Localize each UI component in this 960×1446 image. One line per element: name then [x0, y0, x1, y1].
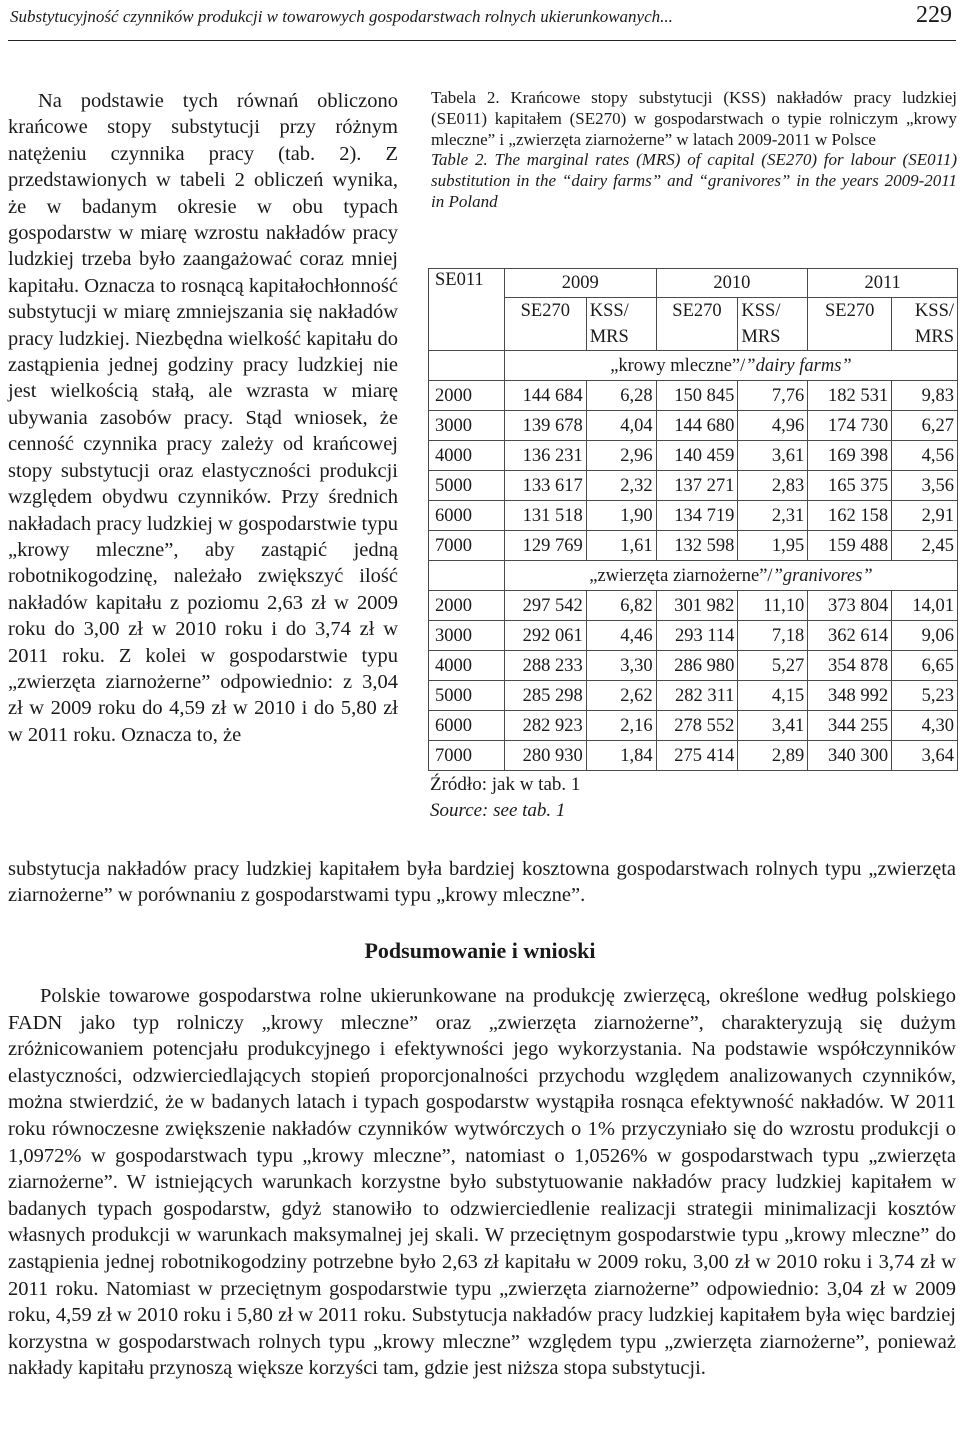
cell-kss-mrs: 4,30 — [892, 711, 958, 741]
conclusions-paragraph: Polskie towarowe gospodarstwa rolne ukierunkowane na produkcję zwierzęcą, określone według polskiego FADN jako typ rolniczy „krowy mleczne” oraz „zwierzęta ziarnożerne”, charakteryzują się dużym zróżnicowaniem potencjału produkcyjnego i efektywności jego wykorzystania. Na podstawie współczynników elastyczności, odzwierciedlających stopień proporcjonalności przychodu względem analizowanych czynników, można stwierdzić, że w badanych latach i typach gospodarstw wystąpiła rosnąca efektywność nakładów. W 2011 roku równoczesne zwiększenie nakładów czynników wytwórczych o 1% przyczyniało się do wzrostu produkcji o 1,0972% w gospodarstwach typu „krowy mleczne”, natomiast o 1,0526% w gospodarstwach typu „zwierzęta ziarnożerne”. W istniejących warunkach korzystne było substytuowanie nakładów pracy ludzkiej kapitałem w badanych typach gospodarstw, gdyż stanowiło to odzwierciedlenie realizacji strategii minimalizacji kosztów własnych produkcji w warunkach maksymalnej jej skali. W przeciętnym gospodarstwie typu „krowy mleczne” do zastąpienia jednej robotnikogodziny potrzebne było 2,63 zł kapitału w 2009 roku, 3,00 zł w 2010 roku i 3,74 zł w 2011 roku. Natomiast w przeciętnym gospodarstwie typu „zwierzęta ziarnożerne” odpowiednio: 3,04 zł w 2009 roku, 4,59 zł w 2010 roku i 5,80 zł w 2011 roku. Substytucja nakładów pracy ludzkiej kapitałem była więc bardziej korzystna w gospodarstwach rolnych typu „krowy mleczne” względem typu „zwierzęta ziarnożerne”, ponieważ nakłady kapitału przynoszą większe korzyści tam, gdzie jest niższa stopa substytucji. — [8, 985, 956, 1380]
section-heading: Podsumowanie i wnioski — [364, 938, 596, 963]
cell-kss-mrs: 3,30 — [586, 651, 656, 681]
cell-kss-mrs: 6,28 — [586, 381, 656, 411]
cell-kss-mrs: 4,15 — [738, 681, 808, 711]
row-labour-input: 7000 — [429, 741, 505, 771]
table-caption-en: Table 2. The marginal rates (MRS) of capital (SE270) for labour (SE011) substitution in the “dairy farms” and “granivores” in the years 2009-2011 in Poland — [431, 150, 957, 211]
cell-se270: 162 158 — [808, 501, 892, 531]
mrs-label: MRS — [741, 327, 781, 347]
subheader-kss-mrs — [586, 298, 656, 351]
header-rule — [8, 40, 956, 41]
subheader-se270: SE270 — [808, 298, 892, 351]
cell-se270: 354 878 — [808, 651, 892, 681]
mrs-label: MRS — [589, 327, 629, 347]
cell-kss-mrs: 2,16 — [586, 711, 656, 741]
cell-kss-mrs: 4,56 — [892, 441, 958, 471]
kss-label: KSS/ — [741, 301, 781, 321]
cell-kss-mrs: 1,90 — [586, 501, 656, 531]
cell-kss-mrs: 9,06 — [892, 621, 958, 651]
row-labour-input: 3000 — [429, 411, 505, 441]
cell-kss-mrs: 1,61 — [586, 531, 656, 561]
table-row — [429, 681, 958, 711]
table-row — [429, 381, 958, 411]
cell-se270: 132 598 — [656, 531, 738, 561]
cell-se270: 292 061 — [504, 621, 586, 651]
cell-kss-mrs: 3,41 — [738, 711, 808, 741]
cell-se270: 129 769 — [504, 531, 586, 561]
row-labour-input: 5000 — [429, 681, 505, 711]
cell-se270: 133 617 — [504, 471, 586, 501]
cell-se270: 278 552 — [656, 711, 738, 741]
source-en: Source: see tab. 1 — [430, 800, 566, 821]
cell-se270: 282 311 — [656, 681, 738, 711]
table-row — [429, 531, 958, 561]
page-number: 229 — [916, 2, 952, 28]
cell-kss-mrs: 2,45 — [892, 531, 958, 561]
row-labour-input: 5000 — [429, 471, 505, 501]
group-label-en: ”granivores” — [772, 565, 873, 586]
group-label-pl: „zwierzęta ziarnożerne”/ — [589, 565, 773, 586]
cell-se270: 348 992 — [808, 681, 892, 711]
table-row — [429, 471, 958, 501]
cell-kss-mrs: 6,27 — [892, 411, 958, 441]
cell-kss-mrs: 6,82 — [586, 591, 656, 621]
group-label-pl: „krowy mleczne”/ — [610, 355, 746, 376]
cell-se270: 293 114 — [656, 621, 738, 651]
cell-se270: 285 298 — [504, 681, 586, 711]
group-label-en: ”dairy farms” — [745, 355, 852, 376]
cell-se270: 301 982 — [656, 591, 738, 621]
cell-se270: 297 542 — [504, 591, 586, 621]
cell-se270: 362 614 — [808, 621, 892, 651]
table-caption-pl: Tabela 2. Krańcowe stopy substytucji (KSS) nakładów pracy ludzkiej (SE011) kapitałem (SE270) w gospodarstwach o typie rolniczym „krowy mleczne” i „zwierzęta ziarnożerne” w latach 2009-2011 w Polsce — [431, 88, 957, 149]
source-pl: Źródło: jak w tab. 1 — [430, 774, 581, 795]
row-labour-input: 4000 — [429, 651, 505, 681]
row-labour-input: 7000 — [429, 531, 505, 561]
cell-se270: 144 684 — [504, 381, 586, 411]
table-row — [429, 711, 958, 741]
table-row — [429, 651, 958, 681]
row-labour-input: 2000 — [429, 381, 505, 411]
row-labour-input: 6000 — [429, 711, 505, 741]
cell-kss-mrs: 7,76 — [738, 381, 808, 411]
mrs-label: MRS — [914, 327, 954, 347]
cell-kss-mrs: 2,62 — [586, 681, 656, 711]
table-caption — [431, 88, 957, 213]
year-header: 2009 — [504, 269, 656, 298]
cell-se270: 344 255 — [808, 711, 892, 741]
cell-kss-mrs: 7,18 — [738, 621, 808, 651]
cell-kss-mrs: 3,61 — [738, 441, 808, 471]
left-column — [8, 88, 398, 748]
table-row — [429, 411, 958, 441]
continuation-paragraph: substytucja nakładów pracy ludzkiej kapitałem była bardziej kosztowna gospodarstwach rolnych typu „zwierzęta ziarnożerne” w porównaniu z gospodarstwami typu „krowy mleczne”. — [8, 858, 956, 907]
left-column-paragraph: Na podstawie tych równań obliczono krańcowe stopy substytucji przy różnym natężeniu czynnika pracy (tab. 2). Z przedstawionych w tabeli 2 obliczeń wynika, że w badanym okresie w obu typach gospodarstw w miarę wzrostu nakładów pracy ludzkiej trzeba było zaangażować coraz mniej kapitału. Oznacza to rosnącą kapitałochłonność substytucji w miarę zmniejszania się nakładów pracy ludzkiej. Niezbędna wielkość kapitału do zastąpienia jednej godziny pracy ludzkiej nie jest wielkością stałą, ale wzrasta w miarę ubywania zasobów pracy. Stąd wniosek, że cenność czynnika pracy zależy od krańcowej stopy substytucji oraz elastyczności produkcji względem obydwu czynników. Przy średnich nakładach pracy ludzkiej w gospodarstwie typu „krowy mleczne”, aby zastąpić jedną robotnikogodzinę, należało zwiększyć ilość nakładów kapitału z poziomu 2,63 zł w 2009 roku do 3,00 zł w 2010 roku i do 3,74 zł w 2011 roku. Z kolei w gospodarstwie typu „zwierzęta ziarnożerne” odpowiednio: z 3,04 zł w 2009 roku do 4,59 zł w 2010 i do 5,80 zł w 2011 roku. Oznacza to, że — [8, 90, 398, 746]
cell-se270: 137 271 — [656, 471, 738, 501]
row-labour-input: 6000 — [429, 501, 505, 531]
cell-se270: 282 923 — [504, 711, 586, 741]
cell-kss-mrs: 4,04 — [586, 411, 656, 441]
cell-se270: 159 488 — [808, 531, 892, 561]
table-row — [429, 501, 958, 531]
group-blank-cell — [429, 561, 505, 591]
header-se011: SE011 — [429, 269, 505, 351]
cell-kss-mrs: 3,56 — [892, 471, 958, 501]
table-row — [429, 741, 958, 771]
cell-kss-mrs: 1,84 — [586, 741, 656, 771]
table-row — [429, 441, 958, 471]
kss-label: KSS/ — [589, 301, 629, 321]
cell-se270: 144 680 — [656, 411, 738, 441]
cell-se270: 275 414 — [656, 741, 738, 771]
cell-kss-mrs: 1,95 — [738, 531, 808, 561]
cell-kss-mrs: 2,32 — [586, 471, 656, 501]
cell-se270: 373 804 — [808, 591, 892, 621]
cell-se270: 165 375 — [808, 471, 892, 501]
conclusions-section — [8, 983, 956, 1382]
cell-se270: 182 531 — [808, 381, 892, 411]
table-source — [430, 772, 730, 824]
running-header — [10, 2, 954, 32]
cell-kss-mrs: 5,23 — [892, 681, 958, 711]
cell-kss-mrs: 4,96 — [738, 411, 808, 441]
cell-se270: 288 233 — [504, 651, 586, 681]
year-header: 2010 — [656, 269, 808, 298]
cell-kss-mrs: 6,65 — [892, 651, 958, 681]
subheader-kss-mrs — [738, 298, 808, 351]
cell-se270: 136 231 — [504, 441, 586, 471]
substitution-table — [428, 268, 958, 771]
row-labour-input: 4000 — [429, 441, 505, 471]
cell-kss-mrs: 4,46 — [586, 621, 656, 651]
cell-kss-mrs: 5,27 — [738, 651, 808, 681]
cell-se270: 150 845 — [656, 381, 738, 411]
row-labour-input: 3000 — [429, 621, 505, 651]
year-header: 2011 — [808, 269, 958, 298]
cell-kss-mrs: 2,31 — [738, 501, 808, 531]
table-row — [429, 591, 958, 621]
cell-se270: 286 980 — [656, 651, 738, 681]
cell-kss-mrs: 14,01 — [892, 591, 958, 621]
cell-se270: 134 719 — [656, 501, 738, 531]
group-blank-cell — [429, 351, 505, 381]
group-label-granivores — [504, 561, 957, 591]
row-labour-input: 2000 — [429, 591, 505, 621]
cell-kss-mrs: 2,91 — [892, 501, 958, 531]
cell-se270: 131 518 — [504, 501, 586, 531]
cell-kss-mrs: 2,83 — [738, 471, 808, 501]
subheader-se270: SE270 — [656, 298, 738, 351]
cell-se270: 139 678 — [504, 411, 586, 441]
table-row — [429, 621, 958, 651]
group-label-dairy — [504, 351, 957, 381]
subheader-kss-mrs — [892, 298, 958, 351]
cell-kss-mrs: 9,83 — [892, 381, 958, 411]
cell-kss-mrs: 2,89 — [738, 741, 808, 771]
cell-se270: 174 730 — [808, 411, 892, 441]
subheader-se270: SE270 — [504, 298, 586, 351]
cell-kss-mrs: 11,10 — [738, 591, 808, 621]
cell-se270: 280 930 — [504, 741, 586, 771]
kss-label: KSS/ — [914, 301, 954, 321]
cell-se270: 340 300 — [808, 741, 892, 771]
cell-kss-mrs: 3,64 — [892, 741, 958, 771]
cell-se270: 140 459 — [656, 441, 738, 471]
cell-se270: 169 398 — [808, 441, 892, 471]
cell-kss-mrs: 2,96 — [586, 441, 656, 471]
running-title: Substytucyjność czynników produkcji w towarowych gospodarstwach rolnych ukierunkowanych... — [10, 7, 673, 26]
